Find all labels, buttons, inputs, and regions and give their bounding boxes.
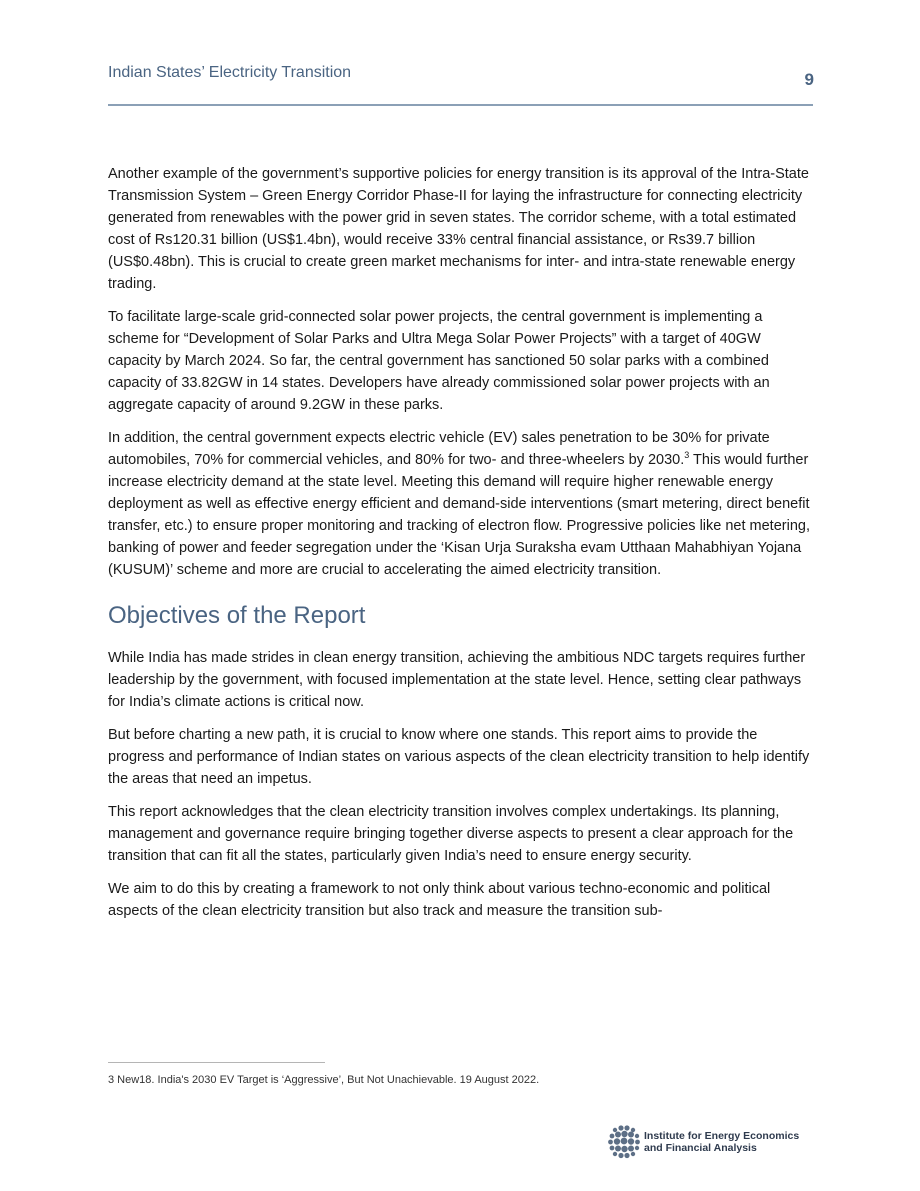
footnote-divider [108,1062,325,1063]
header-divider [108,104,813,106]
body-paragraph [108,427,814,581]
running-header-title: Indian States’ Electricity Transition [108,64,352,81]
ieefa-logo [606,1122,806,1162]
main-content [108,163,814,933]
page-number: 9 [804,70,814,89]
section-heading: Objectives of the Report [108,602,366,629]
paragraph-text: In addition, the central government expects electric vehicle (EV) sales penetration to be 30% for private automobiles, 70% for commercial vehicles, and 80% for two- and three-wheelers by 2030. [108,430,770,468]
footnote-reference[interactable]: 3 [684,450,690,461]
logo-line: and Financial Analysis [644,1141,757,1154]
footnote: 3 New18. India's 2030 EV Target is ‘Aggressive’, But Not Unachievable. 19 August 2022. [108,1074,540,1086]
logo-line: Institute for Energy Economics [644,1130,800,1142]
paragraph-text: This would further increase electricity demand at the state level. Meeting this demand will require higher renewable energy deployment as well as effective energy efficient and demand-side interventions (smart metering, direct benefit transfer, etc.) to ensure proper monitoring and tracking of electron flow. Progressive policies like net metering, banking of power and feeder segregation under the ‘Kisan Urja Suraksha evam Utthaan Mahabhiyan Yojana (KUSUM)’ scheme and more are crucial to accelerating the aimed electricity transition. [108,452,810,578]
body-paragraph: Another example of the government’s supportive policies for energy transition is its approval of the Intra-State Transmission System – Green Energy Corridor Phase-II for laying the infrastructure for connecting electricity generated from renewables with the power grid in seven states. The corridor scheme, with a total estimated cost of Rs120.31 billion (US$1.4bn), would receive 33% central financial assistance, or Rs39.7 billion (US$0.48bn). This is crucial to create green market mechanisms for inter- and intra-state renewable energy trading. [108,166,809,292]
globe-icon [606,1122,642,1162]
body-paragraph: But before charting a new path, it is crucial to know where one stands. This report aims to provide the progress and performance of Indian states on various aspects of the clean electricity transition to help identify the areas that need an impetus. [108,727,810,787]
body-paragraph: While India has made strides in clean energy transition, achieving the ambitious NDC targets requires further leadership by the government, with focused implementation at the state level. Hence, setting clear pathways for India’s climate actions is critical now. [108,650,806,710]
logo-wordmark [644,1131,799,1154]
body-paragraph: To facilitate large-scale grid-connected solar power projects, the central government is implementing a scheme for “Development of Solar Parks and Ultra Mega Solar Power Projects” with a target of 40GW capacity by March 2024. So far, the central government has sanctioned 50 solar parks with a combined capacity of 33.82GW in 14 states. Developers have already commissioned solar power projects with an aggregate capacity of around 9.2GW in these parks. [108,309,770,413]
body-paragraph: We aim to do this by creating a framework to not only think about various techno-economic and political aspects of the clean electricity transition but also track and measure the transition sub- [108,881,771,919]
body-paragraph: This report acknowledges that the clean electricity transition involves complex undertakings. Its planning, management and governance require bringing together diverse aspects to present a clear approach for the transition that can fit all the states, particularly given India’s need to ensure energy security. [108,804,794,864]
